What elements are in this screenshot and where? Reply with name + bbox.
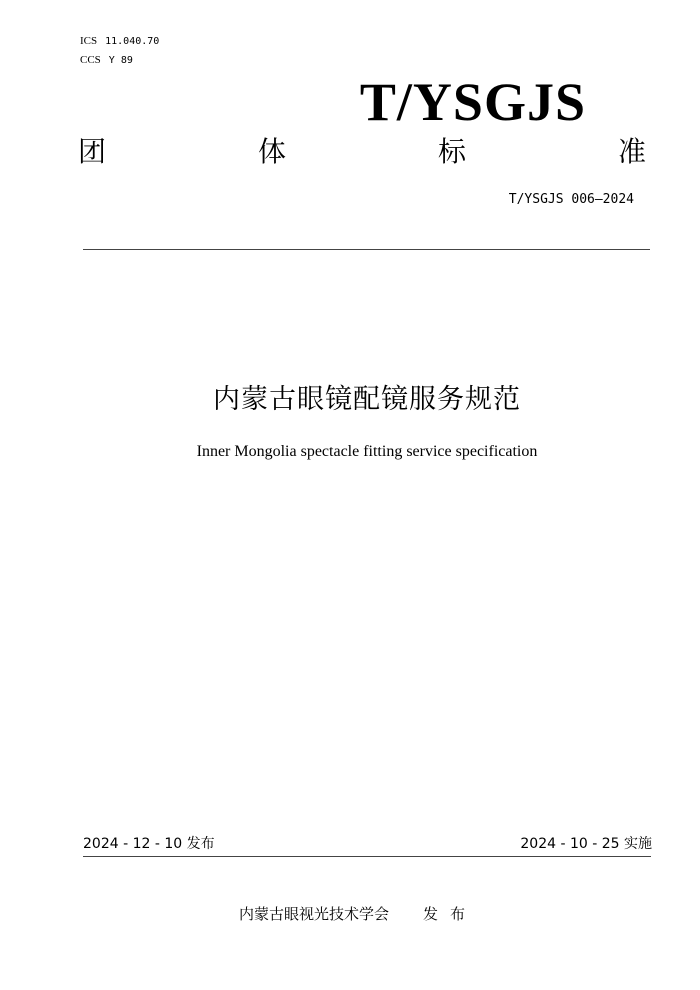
standard-type-char-2: 体 [257, 135, 286, 168]
standard-type-char-4: 准 [617, 135, 646, 168]
standard-number: T/YSGJS 006—2024 [508, 192, 634, 207]
publisher-line [0, 903, 700, 925]
top-divider [83, 249, 650, 250]
standard-logo: T/YSGJS [359, 72, 586, 132]
issue-date: 2024 - 12 - 10 发布 [83, 836, 215, 852]
ccs-code: Y 89 [108, 55, 133, 66]
standard-type-heading [78, 132, 646, 172]
document-title-en: Inner Mongolia spectacle fitting service specification [196, 443, 538, 460]
standard-type-char-3: 标 [437, 135, 466, 168]
document-title-cn: 内蒙古眼镜配镜服务规范 [213, 384, 521, 415]
standard-type-char-1: 团 [78, 135, 107, 168]
publisher-suffix: 发布 [423, 905, 478, 923]
ccs-code-line [80, 53, 133, 68]
ics-code: 11.040.70 [105, 36, 160, 47]
publisher-name: 内蒙古眼视光技术学会 [238, 905, 389, 923]
bottom-divider [83, 856, 651, 857]
ics-code-line [80, 34, 159, 49]
implementation-date: 2024 - 10 - 25 实施 [520, 836, 652, 852]
ccs-label: CCS [80, 54, 101, 66]
ics-label: ICS [80, 35, 98, 47]
